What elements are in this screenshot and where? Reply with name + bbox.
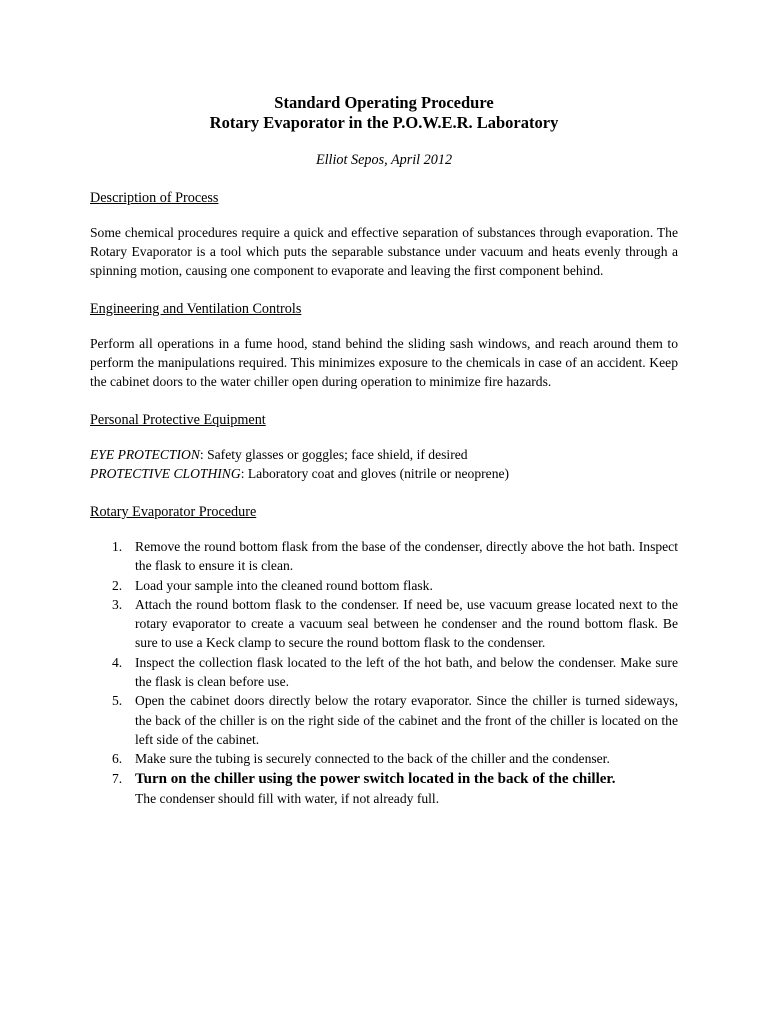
step-text: Remove the round bottom flask from the base of the condenser, directly above the hot bath. Inspect the flask to ensure it is clean. [135, 539, 678, 574]
document-author: Elliot Sepos, April 2012 [315, 152, 453, 168]
section-heading-procedure: Rotary Evaporator Procedure [90, 504, 257, 520]
procedure-step [90, 769, 678, 809]
procedure-step [90, 537, 678, 576]
ppe-eye-value: : Safety glasses or goggles; face shield, if desired [199, 447, 468, 462]
step-number: 7. [112, 770, 123, 786]
document-body [90, 93, 678, 808]
step-number: 1. [112, 539, 123, 554]
ppe-clothing-value: : Laboratory coat and gloves (nitrile or neoprene) [240, 466, 510, 481]
step-number: 6. [112, 751, 123, 767]
step-number: 5. [112, 693, 123, 709]
document-title-line-1: Standard Operating Procedure [274, 93, 494, 112]
procedure-step [90, 691, 678, 749]
step-text: Attach the round bottom flask to the condenser. If need be, use vacuum grease located next to the rotary evaporator to create a vacuum seal between he condenser and the round bottom flask. Be sure to use a Keck clamp to secure the round bottom flask to the condenser. [135, 596, 678, 651]
document-title-line-2: Rotary Evaporator in the P.O.W.E.R. Laboratory [209, 113, 559, 132]
procedure-step [90, 595, 678, 653]
step-number: 3. [112, 596, 123, 612]
section-body-description: Some chemical procedures require a quick and effective separation of substances through evaporation. The Rotary Evaporator is a tool which puts the separable substance under vacuum and heats evenly through a spinning motion, causing one component to evaporate and leaving the first component behind. [90, 225, 678, 278]
ppe-eye-protection [90, 445, 678, 464]
step-bold-text: Turn on the chiller using the power switch located in the back of the chiller. [135, 770, 616, 787]
step-text: Open the cabinet doors directly below the rotary evaporator. Since the chiller is turned sideways, the back of the chiller is on the right side of the cabinet and the front of the chiller is located on the left side of the cabinet. [135, 693, 678, 747]
procedure-step [90, 653, 678, 692]
procedure-step [90, 576, 678, 595]
step-number: 2. [112, 577, 123, 593]
step-text: Load your sample into the cleaned round bottom flask. [135, 577, 433, 593]
procedure-step [90, 749, 678, 768]
step-text: Inspect the collection flask located to the left of the hot bath, and below the condenser. Make sure the flask is clean before use. [135, 654, 678, 690]
section-heading-ppe: Personal Protective Equipment [90, 412, 266, 428]
procedure-steps [90, 537, 678, 808]
ppe-list [90, 445, 678, 483]
step-text: The condenser should fill with water, if not already full. [135, 790, 440, 806]
section-heading-engineering: Engineering and Ventilation Controls [90, 301, 302, 317]
step-text: Make sure the tubing is securely connected to the back of the chiller and the condenser. [135, 751, 610, 767]
step-number: 4. [112, 654, 123, 670]
ppe-clothing-label: PROTECTIVE CLOTHING [90, 466, 241, 481]
ppe-protective-clothing [90, 464, 678, 483]
ppe-eye-label: EYE PROTECTION [90, 447, 200, 462]
section-heading-description: Description of Process [90, 190, 219, 206]
section-body-engineering: Perform all operations in a fume hood, stand behind the sliding sash windows, and reach around them to perform the manipulations required. This minimizes exposure to the chemicals in case of an accident. Keep the cabinet doors to the water chiller open during operation to minimize fire hazards. [90, 336, 678, 389]
